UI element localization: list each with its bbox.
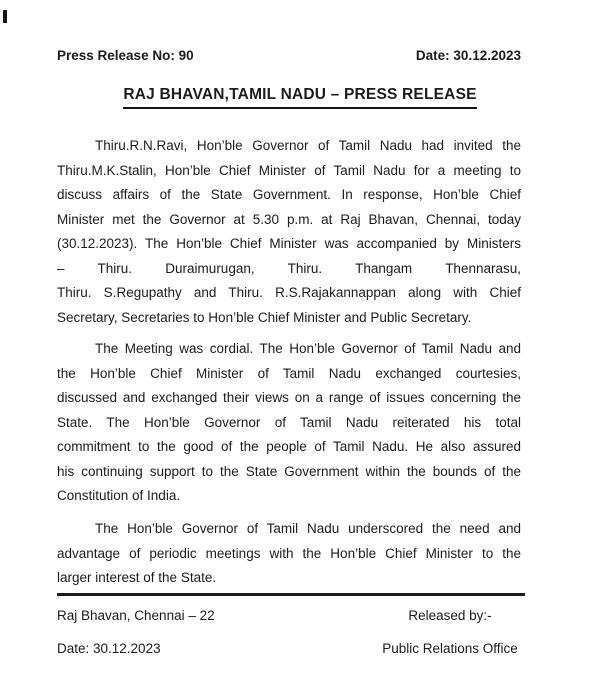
body-line: commitment to the good of the people of Tamil Nadu. He also assured — [57, 439, 521, 454]
body-line: discuss affairs of the State Government. In response, Hon’ble Chief — [57, 187, 521, 202]
body-line: Minister met the Governor at 5.30 p.m. at Raj Bhavan, Chennai, today — [57, 211, 521, 227]
footer-place: Raj Bhavan, Chennai – 22 — [57, 608, 215, 623]
body-line: advantage of periodic meetings with the Hon’ble Chief Minister to the — [57, 545, 521, 561]
header-date: Date: 30.12.2023 — [415, 48, 521, 63]
body-line: larger interest of the State. — [57, 570, 217, 585]
footer-date: Date: 30.12.2023 — [57, 641, 161, 656]
footer-released-by: Released by:- — [408, 608, 492, 623]
body-line: State. The Hon’ble Governor of Tamil Nadu reiterated his total — [57, 414, 521, 430]
scan-artifact-mark — [3, 10, 7, 23]
body-paragraph-1 — [57, 134, 521, 330]
body-line: Thiru.M.K.Stalin, Hon’ble Chief Minister of Tamil Nadu for a meeting to — [57, 162, 521, 178]
document-title-text: RAJ BHAVAN,TAMIL NADU – PRESS RELEASE — [123, 85, 476, 109]
body-line: Thiru.R.N.Ravi, Hon’ble Governor of Tamil Nadu had invited the — [95, 138, 521, 153]
body-line: discussed and exchanged their views on a range of issues concerning the — [57, 390, 521, 405]
footer-separator-line — [57, 593, 525, 596]
body-line: his continuing support to the State Government within the bounds of the — [57, 463, 521, 479]
body-paragraph-2 — [57, 337, 521, 509]
body-line: Secretary, Secretaries to Hon’ble Chief Minister and Public Secretary. — [57, 309, 472, 325]
document-title — [0, 85, 600, 109]
footer-office: Public Relations Office — [382, 641, 518, 656]
document-header — [57, 47, 521, 64]
press-release-number: Press Release No: 90 — [57, 48, 194, 63]
body-paragraph-3 — [57, 517, 521, 591]
body-line: the Hon’ble Chief Minister of Tamil Nadu exchanged courtesies, — [57, 365, 521, 381]
body-line: The Meeting was cordial. The Hon’ble Governor of Tamil Nadu and — [95, 341, 521, 356]
body-line: (30.12.2023). The Hon’ble Chief Minister was accompanied by Ministers — [57, 236, 521, 251]
body-line: The Hon’ble Governor of Tamil Nadu underscored the need and — [95, 521, 521, 536]
body-line: Thiru. S.Regupathy and Thiru. R.S.Rajakannappan along with Chief — [57, 285, 521, 300]
body-line: Constitution of India. — [57, 488, 181, 503]
body-line: – Thiru. Duraimurugan, Thiru. Thangam Thennarasu, — [57, 260, 521, 276]
